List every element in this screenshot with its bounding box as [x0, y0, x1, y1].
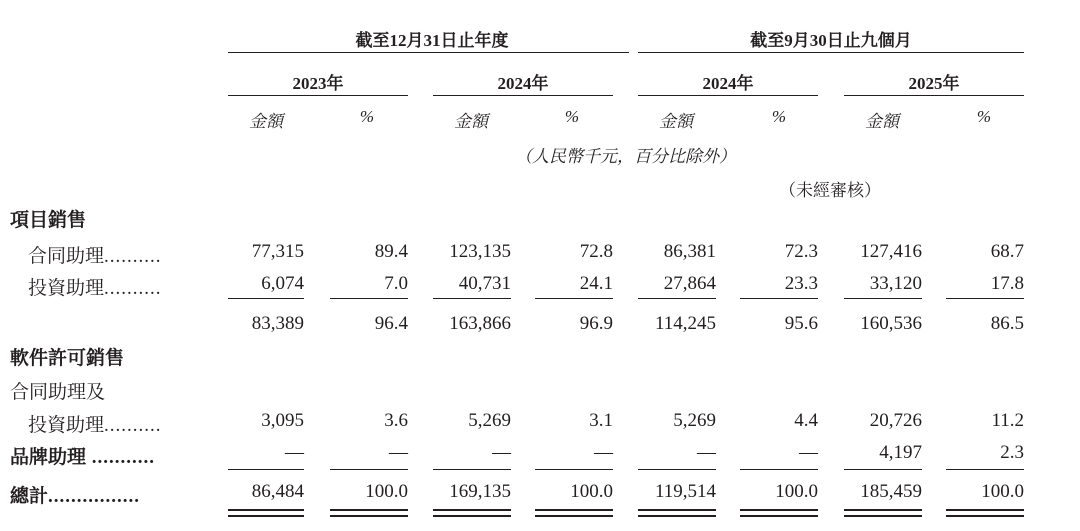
year-underline	[433, 95, 613, 96]
amount-label: 金額	[659, 112, 693, 131]
double-rule-line	[330, 515, 408, 517]
row-label-project-sales: 項目銷售	[10, 210, 87, 231]
double-rule-line	[638, 515, 716, 517]
table-cell: 4.4	[794, 410, 818, 431]
amount-label: 金額	[249, 112, 283, 131]
table-cell: 185,459	[860, 481, 922, 502]
table-cell: 119,514	[654, 481, 716, 502]
double-rule-line	[535, 515, 613, 517]
table-cell: —	[799, 442, 818, 463]
subtotal-rule	[946, 298, 1024, 299]
row-label-brand-assistant: 品牌助理 ...........	[10, 447, 156, 468]
period-header-fy: 截至12月31日止年度	[355, 31, 509, 50]
table-cell: 3.1	[589, 410, 613, 431]
table-cell: 27,864	[663, 273, 716, 294]
year-underline	[228, 95, 408, 96]
table-cell: 123,135	[449, 241, 511, 262]
amount-label: 金額	[454, 112, 488, 131]
amount-label: 金額	[865, 112, 899, 131]
year-header-2024-fy: 2024年	[497, 74, 549, 93]
table-cell: 96.9	[579, 313, 613, 334]
total-rule	[228, 469, 304, 470]
subtotal-rule	[228, 298, 304, 299]
double-rule-line	[535, 509, 613, 511]
table-cell: 33,120	[869, 273, 922, 294]
table-cell: 86,484	[251, 481, 304, 502]
subtotal-rule	[638, 298, 716, 299]
table-cell: 160,536	[860, 313, 922, 334]
table-cell: 169,135	[449, 481, 511, 502]
table-cell: 4,197	[879, 442, 922, 463]
period-header-9m: 截至9月30日止九個月	[750, 31, 912, 50]
table-cell: 100.0	[365, 481, 408, 502]
year-header-2025: 2025年	[908, 74, 960, 93]
double-rule-line	[740, 509, 818, 511]
table-cell: —	[389, 442, 408, 463]
table-cell: 100.0	[775, 481, 818, 502]
double-rule-line	[433, 515, 511, 517]
table-cell: 96.4	[374, 313, 408, 334]
total-rule	[946, 469, 1024, 470]
unaudited-note: （未經審核）	[779, 181, 881, 200]
table-cell: 95.6	[784, 313, 818, 334]
double-rule-line	[433, 509, 511, 511]
year-header-2024-9m: 2024年	[702, 74, 754, 93]
table-cell: 68.7	[990, 241, 1024, 262]
period-underline-fy	[228, 52, 629, 53]
double-rule-line	[740, 515, 818, 517]
table-cell: 77,315	[251, 241, 304, 262]
double-rule-line	[844, 515, 922, 517]
double-rule-line	[228, 515, 304, 517]
double-rule-line	[228, 509, 304, 511]
double-rule-line	[330, 509, 408, 511]
year-underline	[638, 95, 818, 96]
table-cell: 3,095	[261, 410, 304, 431]
total-rule	[330, 469, 408, 470]
period-underline-9m	[638, 52, 1024, 53]
table-cell: 100.0	[570, 481, 613, 502]
table-cell: 11.2	[991, 410, 1024, 431]
row-label-contract-and: 合同助理及	[10, 382, 106, 403]
table-cell: 127,416	[860, 241, 922, 262]
table-cell: 6,074	[261, 273, 304, 294]
double-rule-line	[844, 509, 922, 511]
total-rule	[740, 469, 818, 470]
subtotal-rule	[535, 298, 613, 299]
subtotal-rule	[330, 298, 408, 299]
table-cell: 100.0	[981, 481, 1024, 502]
table-cell: 163,866	[449, 313, 511, 334]
total-rule	[844, 469, 922, 470]
table-cell: 89.4	[374, 241, 408, 262]
table-cell: 86,381	[663, 241, 716, 262]
table-cell: 3.6	[384, 410, 408, 431]
row-label-investment-assistant: 投資助理..........	[28, 278, 162, 299]
subtotal-rule	[740, 298, 818, 299]
table-cell: —	[285, 442, 304, 463]
table-cell: 40,731	[458, 273, 511, 294]
row-label-contract-assistant: 合同助理..........	[28, 246, 162, 267]
table-cell: 23.3	[784, 273, 818, 294]
double-rule-line	[946, 515, 1024, 517]
table-cell: 7.0	[384, 273, 408, 294]
pct-label: %	[564, 107, 580, 126]
table-cell: 5,269	[673, 410, 716, 431]
total-rule	[638, 469, 716, 470]
pct-label: %	[771, 107, 787, 126]
table-cell: 24.1	[579, 273, 613, 294]
table-cell: 5,269	[468, 410, 511, 431]
table-cell: 72.8	[579, 241, 613, 262]
table-cell: —	[594, 442, 613, 463]
table-cell: —	[492, 442, 511, 463]
pct-label: %	[359, 107, 375, 126]
subtotal-rule	[844, 298, 922, 299]
table-cell: 2.3	[1000, 442, 1024, 463]
double-rule-line	[638, 509, 716, 511]
row-label-software-license-sales: 軟件許可銷售	[10, 348, 125, 369]
table-cell: 17.8	[990, 273, 1024, 294]
double-rule-line	[946, 509, 1024, 511]
year-header-2023: 2023年	[292, 74, 344, 93]
unit-note: （人民幣千元，百分比除外）	[515, 147, 736, 166]
row-label-investment-assistant-software: 投資助理..........	[28, 415, 162, 436]
year-underline	[844, 95, 1024, 96]
subtotal-rule	[433, 298, 511, 299]
row-label-total: 總計................	[10, 486, 141, 507]
table-cell: 72.3	[784, 241, 818, 262]
total-rule	[535, 469, 613, 470]
table-cell: 86.5	[990, 313, 1024, 334]
table-cell: —	[697, 442, 716, 463]
table-cell: 114,245	[654, 313, 716, 334]
pct-label: %	[976, 107, 992, 126]
total-rule	[433, 469, 511, 470]
table-cell: 83,389	[251, 313, 304, 334]
table-cell: 20,726	[869, 410, 922, 431]
